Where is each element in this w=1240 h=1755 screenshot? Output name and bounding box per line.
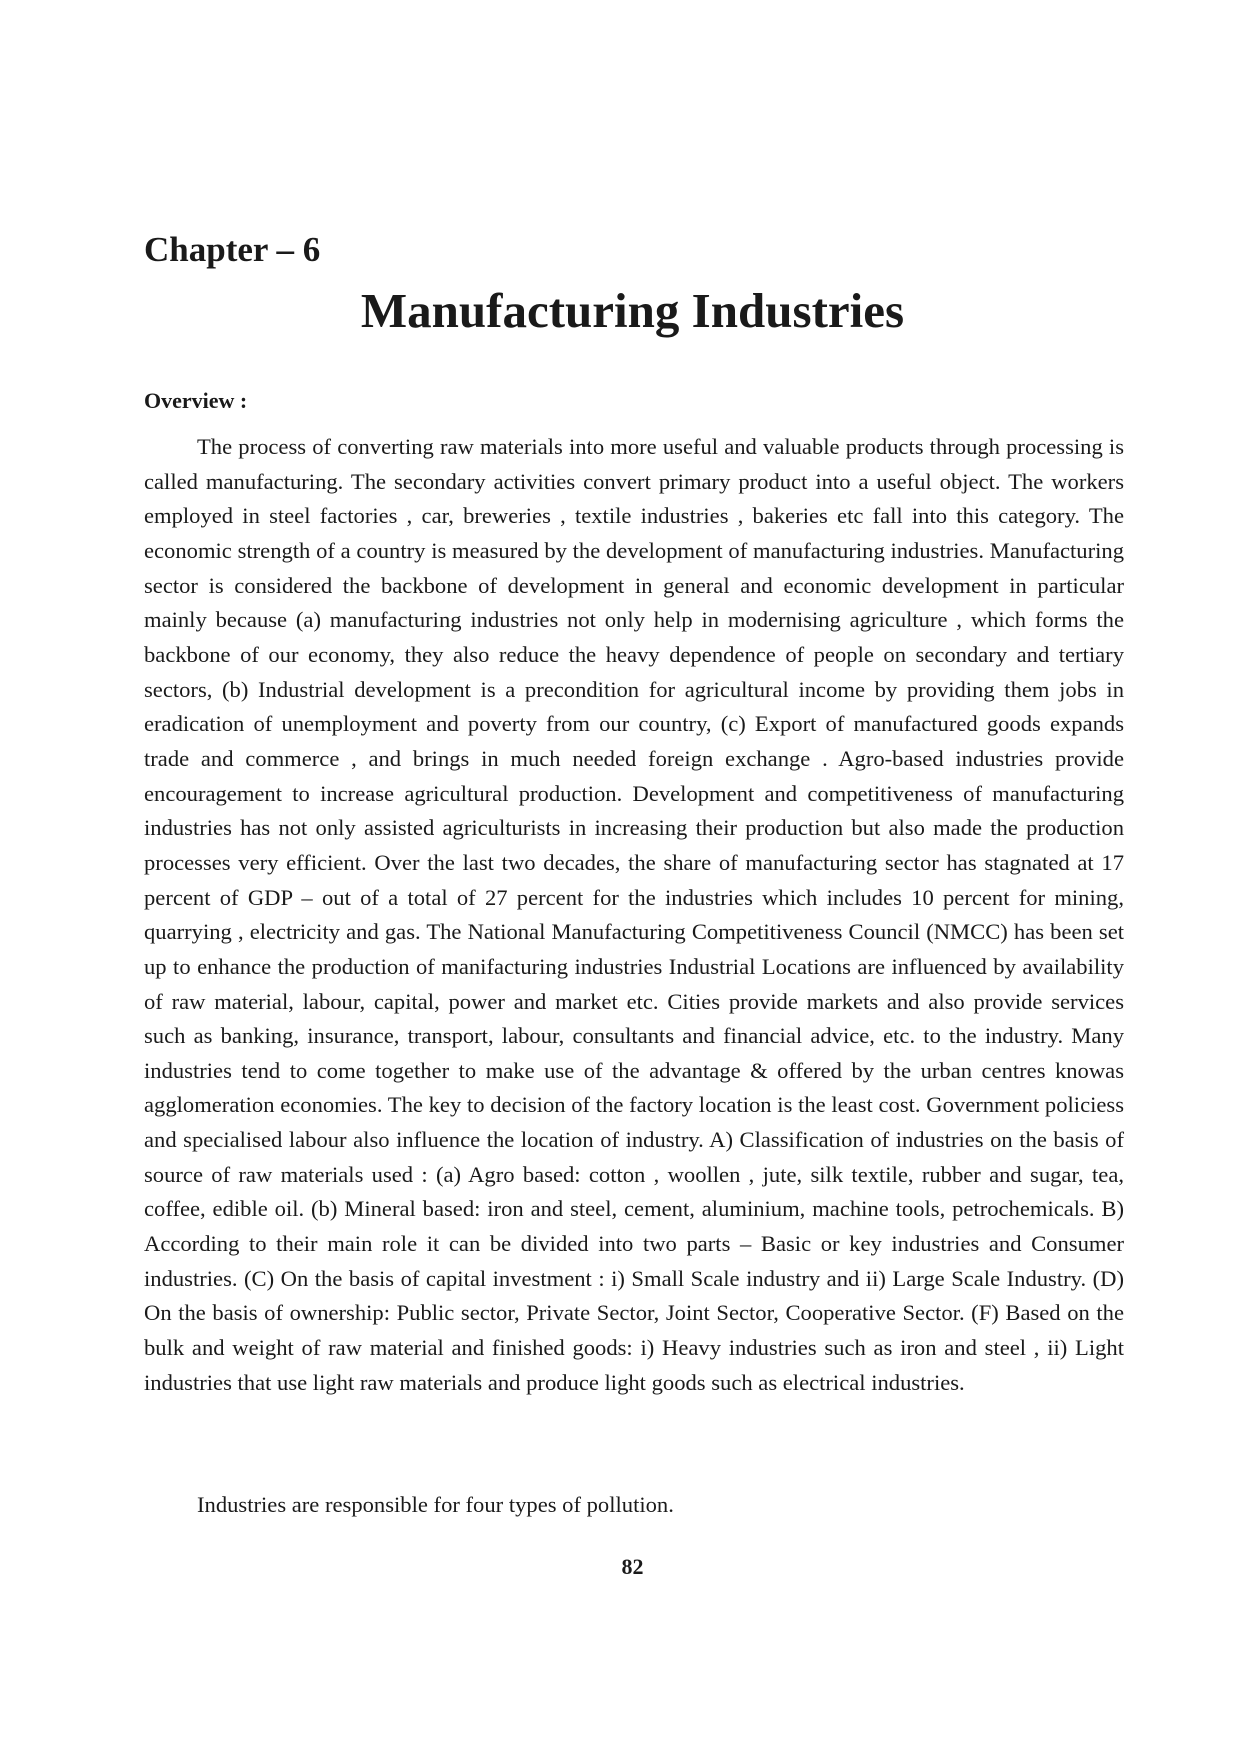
page-number: 82	[621, 1554, 644, 1579]
chapter-title: Manufacturing Industries	[360, 283, 905, 338]
chapter-number: Chapter – 6	[144, 230, 321, 269]
overview-paragraph: The process of converting raw materials into more useful and valuable products through processing is called manufacturing. The secondary activities convert primary product into a useful object. The workers employed in steel factories , car, breweries , textile industries , bakeries etc fall into this category. The economic strength of a country is measured by the development of manufacturing industries. Manufacturing sector is considered the backbone of development in general and economic development in particular mainly because (a) manufacturing industries not only help in modernising agriculture , which forms the backbone of our economy, they also reduce the heavy dependence of people on secondary and tertiary sectors, (b) Industrial development is a precondition for agricultural income by providing them jobs in eradication of unemployment and poverty from our country, (c) Export of manufactured goods expands trade and commerce , and brings in much needed foreign exchange . Agro-based industries provide encouragement to increase agricultural production. Development and competitiveness of manufacturing industries has not only assisted agriculturists in increasing their production but also made the production processes very efficient. Over the last two decades, the share of manufacturing sector has stagnated at 17 percent of GDP – out of a total of 27 percent for the industries which includes 10 percent for mining, quarrying , electricity and gas. The National Manufacturing Competitiveness Council (NMCC) has been set up to enhance the production of manifacturing industries Industrial Locations are influenced by availability of raw material, labour, capital, power and market etc. Cities provide markets and also provide services such as banking, insurance, transport, labour, consultants and financial advice, etc. to the industry. Many industries tend to come together to make use of the advantage & offered by the urban centres knowas agglomeration economies. The key to decision of the factory location is the least cost. Government policiess and specialised labour also influence the location of industry. A) Classification of industries on the basis of source of raw materials used : (a) Agro based: cotton , woollen , jute, silk textile, rubber and sugar, tea, coffee, edible oil. (b) Mineral based: iron and steel, cement, aluminium, machine tools, petrochemicals. B) According to their main role it can be divided into two parts – Basic or key industries and Consumer industries. (C) On the basis of capital investment : i) Small Scale industry and ii) Large Scale Industry. (D) On the basis of ownership: Public sector, Private Sector, Joint Sector, Cooperative Sector. (F) Based on the bulk and weight of raw material and finished goods: i) Heavy industries such as iron and steel , ii) Light industries that use light raw materials and produce light goods such as electrical industries.	[144, 434, 1124, 1395]
overview-heading: Overview :	[144, 388, 248, 413]
closing-paragraph: Industries are responsible for four types of pollution.	[197, 1492, 674, 1517]
